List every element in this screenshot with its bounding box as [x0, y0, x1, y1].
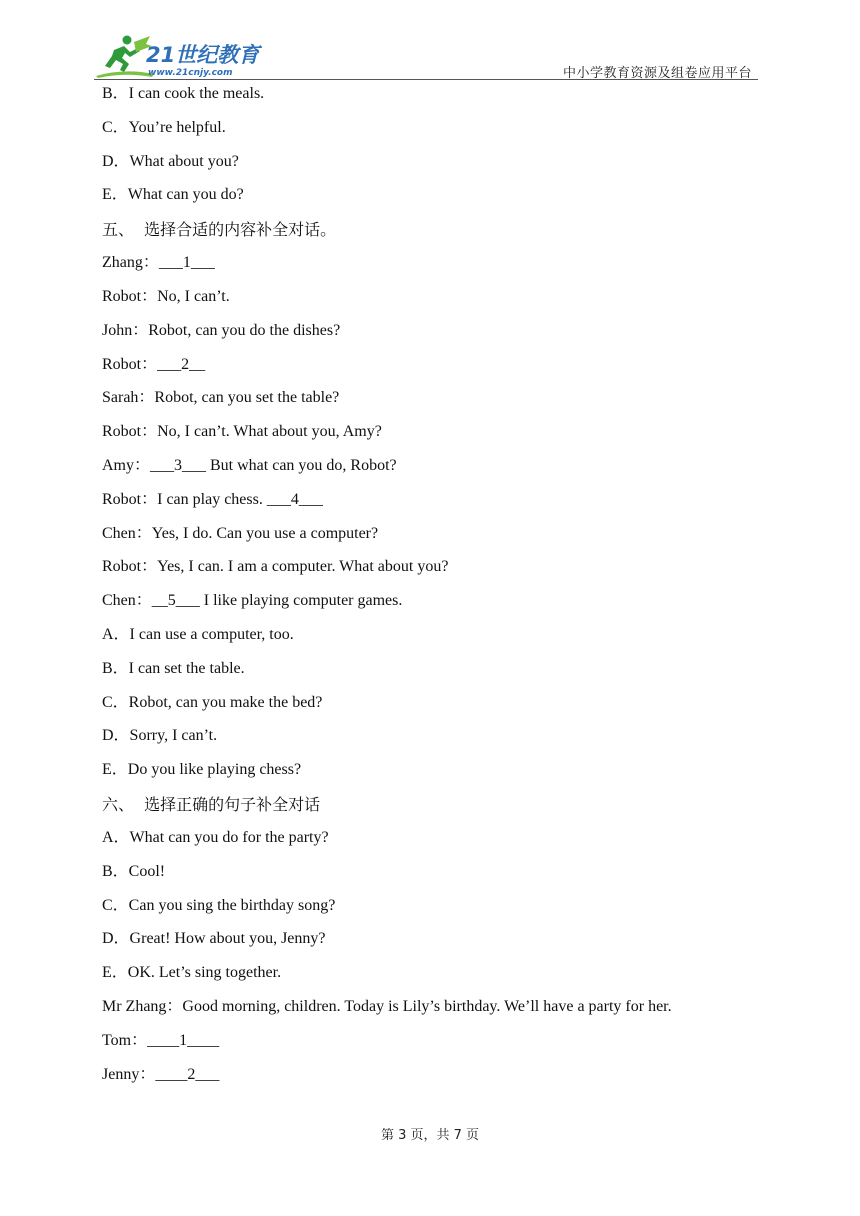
- dialog-line: Sarah：Robot, can you set the table?: [102, 389, 340, 407]
- answer-option: C．Robot, can you make the bed?: [102, 693, 323, 711]
- answer-option: B．I can set the table.: [102, 659, 245, 677]
- dialog-line: Robot：Yes, I can. I am a computer. What about you?: [102, 558, 449, 576]
- section-heading: 五、 选择合适的内容补全对话。: [102, 220, 337, 240]
- answer-option: C．You’re helpful.: [102, 118, 226, 136]
- dialog-line: Tom：____1____: [102, 1031, 220, 1049]
- answer-option: E．OK. Let’s sing together.: [102, 964, 282, 982]
- answer-option: B．I can cook the meals.: [102, 85, 265, 102]
- answer-option: E．What can you do?: [102, 186, 244, 204]
- header-platform-text: 中小学教育资源及组卷应用平台: [562, 66, 752, 81]
- page-number: 第 3 页，共 7 页: [380, 1128, 480, 1143]
- site-logo: [94, 32, 264, 78]
- section-heading: 六、 选择正确的句子补全对话: [102, 794, 321, 814]
- dialog-line: Robot：___2__: [102, 355, 206, 373]
- dialog-line: Robot：No, I can’t. What about you, Amy?: [102, 423, 382, 441]
- page-header: [94, 30, 758, 82]
- answer-option: D．Sorry, I can’t.: [102, 727, 218, 745]
- answer-option: B．Cool!: [102, 862, 166, 880]
- svg-text:www.21cnjy.com: www.21cnjy.com: [148, 68, 233, 78]
- answer-option: A．What can you do for the party?: [102, 828, 329, 846]
- dialog-line: Amy：___3___ But what can you do, Robot?: [102, 456, 397, 474]
- answer-option: D．What about you?: [102, 152, 239, 170]
- dialog-line: Zhang：___1___: [102, 254, 215, 272]
- dialog-line: Mr Zhang：Good morning, children. Today is Lily’s birthday. We’ll have a party for her.: [102, 997, 672, 1015]
- document-body: [102, 80, 762, 1094]
- answer-option: C．Can you sing the birthday song?: [102, 896, 336, 914]
- dialog-line: Chen：__5___ I like playing computer games.: [102, 592, 403, 610]
- dialog-line: John：Robot, can you do the dishes?: [102, 321, 341, 339]
- dialog-line: Chen：Yes, I do. Can you use a computer?: [102, 524, 379, 542]
- answer-option: D．Great! How about you, Jenny?: [102, 930, 326, 948]
- answer-option: A．I can use a computer, too.: [102, 625, 294, 643]
- svg-text:21世纪教育: 21世纪教育: [146, 43, 260, 67]
- dialog-line: Robot：I can play chess. ___4___: [102, 490, 323, 508]
- dialog-line: Jenny：____2___: [102, 1065, 220, 1083]
- dialog-line: Robot：No, I can’t.: [102, 287, 230, 305]
- answer-option: E．Do you like playing chess?: [102, 761, 302, 779]
